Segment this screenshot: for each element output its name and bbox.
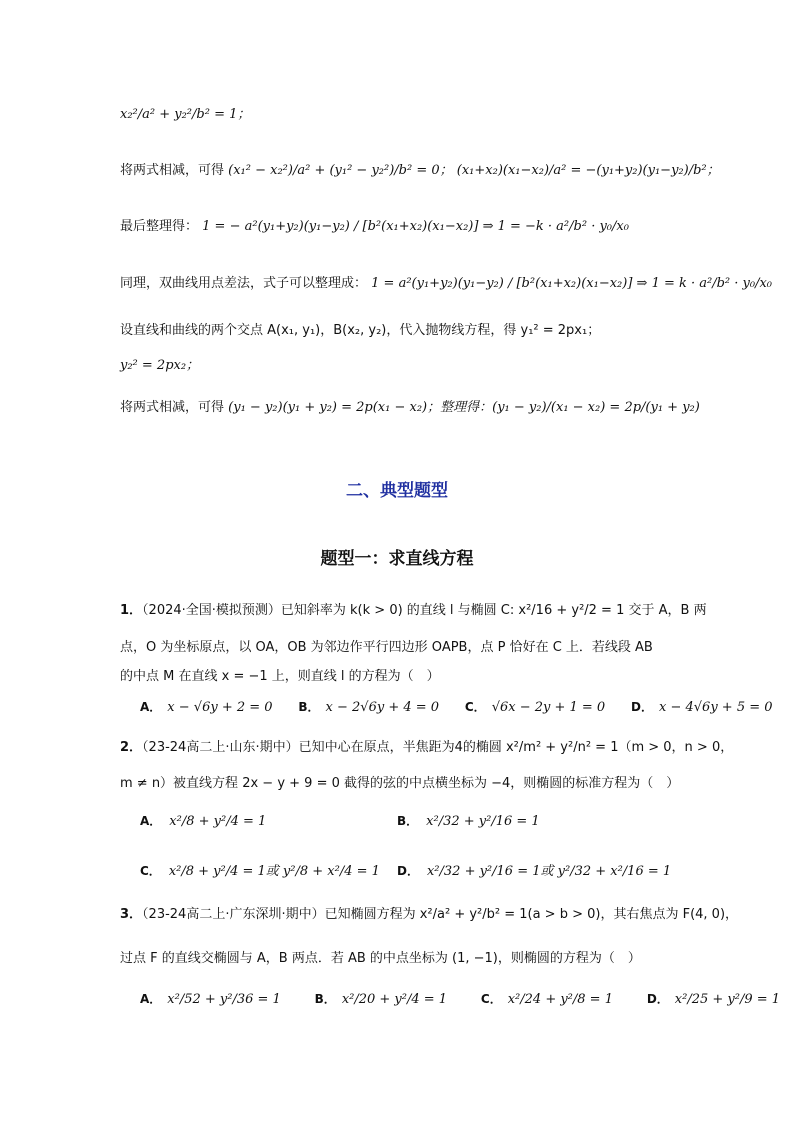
option-text: x²/32 + y²/16 = 1 <box>426 814 540 829</box>
option-text: x²/52 + y²/36 = 1 <box>167 992 281 1007</box>
section-title: 二、典型题型 <box>346 481 448 501</box>
equation-ellipse-point-2: x₂²/a² + y₂²/b² = 1； <box>120 107 251 122</box>
option-key: D． <box>646 992 669 1006</box>
equation-parabola-point-2: y₂² = 2px₂； <box>120 358 200 373</box>
text-parabola-setup: 设直线和曲线的两个交点 A(x₁, y₁)，B(x₂, y₂)，代入抛物线方程，得 y₁² = 2px₁； <box>120 323 601 338</box>
option-key: D． <box>397 864 419 878</box>
question-1-line-1 <box>120 600 707 622</box>
question-3-option-d[interactable] <box>647 988 780 1011</box>
equation-parabola-result: (y₁ − y₂)(y₁ + y₂) = 2p(x₁ − x₂)；整理得：(y₁ − y₂)/(x₁ − x₂) = 2p/(y₁ + y₂) <box>228 400 700 415</box>
subsection-title: 题型一：求直线方程 <box>320 549 474 569</box>
option-key: C． <box>480 992 502 1006</box>
derivation-line-7 <box>120 397 700 419</box>
equation-ellipse-result: 1 = − a²(y₁+y₂)(y₁−y₂) / [b²(x₁+x₂)(x₁−x₂)] ⇒ 1 = −k · a²/b² · y₀/x₀ <box>202 219 629 234</box>
question-2-text-1: （23-24高二上·山东·期中）已知中心在原点，半焦距为4的椭圆 x²/m² + y²/n² = 1（m > 0，n > 0， <box>142 740 734 755</box>
question-1-option-c[interactable] <box>465 696 605 719</box>
option-text: x − √6y + 2 = 0 <box>167 700 273 715</box>
option-text: x²/20 + y²/4 = 1 <box>341 992 448 1007</box>
question-1-text-1: （2024·全国·模拟预测）已知斜率为 k(k > 0) 的直线 l 与椭圆 C: x²/16 + y²/2 = 1 交于 A，B 两 <box>142 603 707 618</box>
question-2-option-d[interactable] <box>397 860 671 879</box>
option-text: x − 2√6y + 4 = 0 <box>325 700 440 715</box>
option-key: B． <box>397 814 419 828</box>
option-text: √6x − 2y + 1 = 0 <box>491 700 606 715</box>
question-1-line-2: 点，O 为坐标原点，以 OA，OB 为邻边作平行四边形 OAPB，点 P 恰好在 C 上．若线段 AB <box>120 640 653 655</box>
question-1-option-a[interactable] <box>140 696 273 719</box>
question-3-option-a[interactable] <box>140 988 281 1011</box>
option-key: A． <box>140 992 162 1006</box>
question-2-line-2: m ≠ n）被直线方程 2x − y + 9 = 0 截得的弦的中点横坐标为 −4，则椭圆的标准方程为（ ） <box>120 776 680 791</box>
text-final: 最后整理得： <box>120 219 199 234</box>
derivation-line-4 <box>120 273 773 295</box>
option-key: B． <box>298 700 320 714</box>
question-2-line-1 <box>120 737 734 759</box>
question-1-number: 1． <box>120 603 143 618</box>
question-2-option-c[interactable] <box>140 860 380 879</box>
derivation-line-3 <box>120 216 694 238</box>
equation-subtracted: (x₁² − x₂²)/a² + (y₁² − y₂²)/b² = 0； (x₁+x₂)(x₁−x₂)/a² = −(y₁+y₂)(y₁−y₂)/b²； <box>228 163 720 178</box>
question-1-option-b[interactable] <box>298 696 439 719</box>
equation-hyperbola-result: 1 = a²(y₁+y₂)(y₁−y₂) / [b²(x₁+x₂)(x₁−x₂)] ⇒ 1 = k · a²/b² · y₀/x₀ <box>371 276 773 291</box>
option-key: D． <box>631 700 653 714</box>
question-3-text-1: （23-24高二上·广东深圳·期中）已知椭圆方程为 x²/a² + y²/b² = 1(a > b > 0)，其右焦点为 F(4, 0)， <box>142 907 739 922</box>
question-1-line-3: 的中点 M 在直线 x = −1 上，则直线 l 的方程为（ ） <box>120 669 440 684</box>
question-1-options <box>140 696 794 719</box>
option-text: x²/32 + y²/16 = 1或 y²/32 + x²/16 = 1 <box>426 864 672 879</box>
option-key: A． <box>140 700 162 714</box>
option-key: C． <box>140 864 161 878</box>
question-1-option-d[interactable] <box>631 696 772 719</box>
derivation-line-1 <box>120 104 694 126</box>
option-key: A． <box>140 814 162 828</box>
text-subtract: 将两式相减，可得 <box>120 163 225 178</box>
question-3-option-c[interactable] <box>481 988 613 1011</box>
question-3-option-b[interactable] <box>315 988 447 1011</box>
option-key: B． <box>314 992 336 1006</box>
option-text: x²/8 + y²/4 = 1 <box>169 814 267 829</box>
option-text: x − 4√6y + 5 = 0 <box>659 700 773 715</box>
question-3-line-1 <box>120 904 739 926</box>
question-2-number: 2． <box>120 740 143 755</box>
question-3-number: 3． <box>120 907 143 922</box>
option-key: C． <box>464 700 486 714</box>
option-text: x²/24 + y²/8 = 1 <box>507 992 613 1007</box>
option-text: x²/25 + y²/9 = 1 <box>674 992 781 1007</box>
text-hyperbola: 同理，双曲线用点差法，式子可以整理成： <box>120 276 368 291</box>
text-subtract-parabola: 将两式相减，可得 <box>120 400 225 415</box>
derivation-line-6 <box>120 355 694 377</box>
derivation-line-5 <box>120 320 694 342</box>
derivation-line-2 <box>120 160 720 182</box>
question-3-options <box>140 988 794 1011</box>
question-2-option-a[interactable] <box>140 812 266 829</box>
option-text: x²/8 + y²/4 = 1或 y²/8 + x²/4 = 1 <box>168 864 380 879</box>
question-2-option-b[interactable] <box>397 812 540 829</box>
question-3-line-2: 过点 F 的直线交椭圆与 A，B 两点．若 AB 的中点坐标为 (1, −1)，则椭圆的方程为（ ） <box>120 951 641 966</box>
